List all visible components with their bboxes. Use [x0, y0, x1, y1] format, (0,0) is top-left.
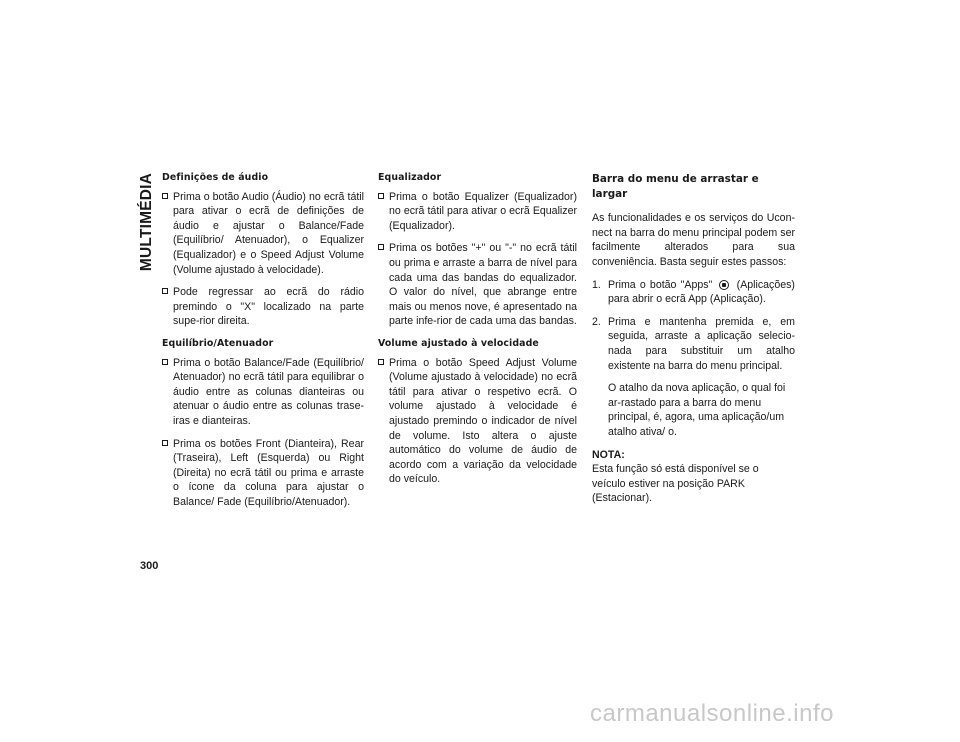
heading-equalizer: Equalizador: [378, 172, 442, 183]
bullet-item: [378, 190, 577, 234]
intro-paragraph: As funcionalidades e os serviços do Ucon-nect na barra do menu principal podem ser facilmente alterados para sua conveniência. Basta seguir estes passos:: [592, 212, 795, 268]
checkbox-bullet-icon: [162, 193, 168, 199]
heading-drag-drop-menu: Barra do menu de arrastar e largar: [592, 173, 759, 200]
step-text: Prima e mantenha premida e, em seguida, arraste a aplicação selecio-nada para substituir um atalho existente na barra do menu principal.: [608, 315, 795, 372]
checkbox-bullet-icon: [378, 244, 384, 250]
heading-audio-settings: Definições de áudio: [162, 172, 269, 183]
checkbox-bullet-icon: [378, 193, 384, 199]
bullet-item: [162, 190, 364, 278]
step-item-2: [592, 315, 795, 373]
bullet-item: [378, 241, 577, 329]
step-item-1: [592, 278, 795, 307]
bullet-text: Pode regressar ao ecrã do rádio premindo o "X" localizado na parte supe-rior direita.: [173, 286, 364, 328]
checkbox-bullet-icon: [378, 359, 384, 365]
checkbox-bullet-icon: [162, 440, 168, 446]
section-side-tab-label: MULTIMÉDIA: [138, 172, 155, 272]
bullet-item: [162, 285, 364, 329]
section-side-tab: [138, 168, 156, 276]
column-drag-drop-menu: [592, 172, 795, 506]
footer-watermark: carmanualsonline.info: [590, 700, 834, 727]
note-text: Esta função só está disponível se o veículo estiver na posição PARK (Estacionar).: [592, 463, 759, 505]
step-number: 1.: [592, 278, 601, 291]
bullet-item: [162, 356, 364, 429]
bullet-text: Prima o botão Equalizer (Equalizador) no ecrã tátil para ativar o ecrã Equalizer (Equalizador).: [389, 190, 577, 232]
bullet-item: [378, 356, 577, 487]
heading-balance-fade: Equilíbrio/Atenuador: [162, 337, 274, 349]
heading-speed-adjust-volume: Volume ajustado à velocidade: [378, 337, 539, 349]
step-sub-paragraph: O atalho da nova aplicação, o qual foi ar-rastado para a barra do menu principal, é, agora, uma aplicação/um atalho ativa/ o.: [608, 382, 786, 438]
checkbox-bullet-icon: [162, 288, 168, 294]
bullet-text: Prima os botões Front (Dianteira), Rear (Traseira), Left (Esquerda) ou Right (Direita) no ecrã tátil ou prima e arraste o ícone da coluna para ajustar o Balance/ Fade (Equilíbrio/Atenuador).: [173, 437, 364, 508]
step-text-before-icon: Prima o botão "Apps": [608, 278, 713, 291]
bullet-text: Prima o botão Balance/Fade (Equilíbrio/ Atenuador) no ecrã tátil para equilibrar o áudio entre as colunas dianteiras ou atenuar o áudio entre as colunas trase-iras e dianteiras.: [173, 356, 364, 427]
apps-icon: [719, 280, 729, 290]
bullet-text: Prima os botões "+" ou "-" no ecrã tátil ou prima e arraste a barra de nível para cada uma das bandas do equalizador. O valor do nível, que abrange entre mais ou menos nove, é apresentado na parte infe-rior de cada uma das bandas.: [389, 242, 577, 328]
step-number: 2.: [592, 315, 601, 328]
column-equalizer: [378, 171, 577, 495]
page-number: 300: [140, 560, 159, 572]
bullet-text: Prima o botão Speed Adjust Volume (Volume ajustado à velocidade) no ecrã tátil para ativar o respetivo ecrã. O volume ajustado à velocidade é ajustado premindo o indicador de nível de volume. Isto altera o ajuste automático do volume de áudio de acordo com a variação da velocidade do veículo.: [389, 356, 577, 486]
step-text-after-icon: (Aplicações) para abrir o ecrã App (Aplicação).: [608, 278, 795, 306]
bullet-item: [162, 437, 364, 510]
column-audio-settings: [162, 171, 364, 517]
bullet-text: Prima o botão Audio (Áudio) no ecrã tátil para ativar o ecrã de definições de áudio e ajustar o Balance/Fade (Equilíbrio/ Atenuador), o Equalizer (Equalizador) e o Speed Adjust Volume (Volume ajustado à velocidade).: [173, 190, 364, 276]
checkbox-bullet-icon: [162, 359, 168, 365]
note-title: NOTA:: [592, 448, 625, 461]
